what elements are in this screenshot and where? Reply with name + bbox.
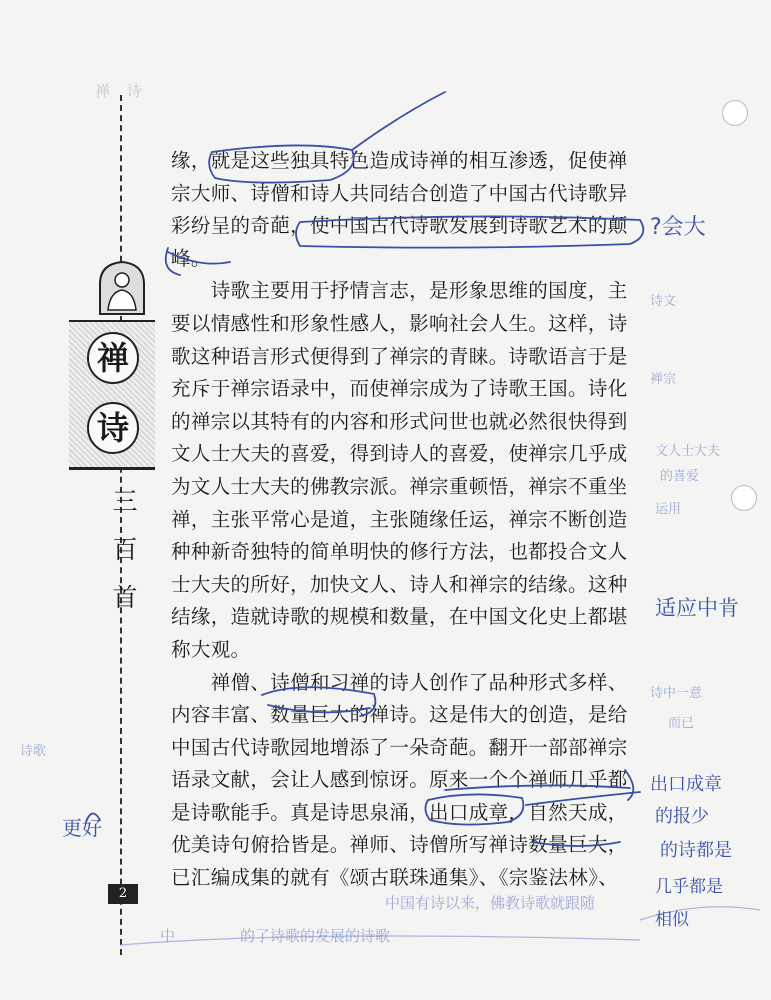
text-line: 峰。 [171, 246, 211, 270]
text-line: 要以情感性和形象性感人，影响社会人生。这样，诗 [171, 311, 628, 335]
subtitle-char: 三 [112, 487, 138, 516]
subtitle-char: 首 [112, 583, 138, 612]
text-line: 诗歌主要用于抒情言志，是形象思维的国度，主 [171, 279, 628, 303]
book-subtitle-vertical [108, 478, 142, 622]
buddha-emblem-icon [96, 258, 148, 316]
annotation-note-4: 几乎都是 [655, 877, 723, 897]
faint-note: 诗文 [650, 294, 677, 309]
faint-note: 中国有诗以来，佛教诗歌就跟随 [385, 894, 596, 912]
text-line: 的禅宗以其特有的内容和形式问世也就必然很快得到 [171, 409, 628, 433]
title-char-shi: 诗 [87, 402, 139, 454]
title-char-chan: 禅 [87, 332, 139, 384]
text-line: 禅僧、诗僧和习禅的诗人创作了品种形式多样、 [171, 670, 628, 694]
text-line: 宗大师、诗僧和诗人共同结合创造了中国古代诗歌异 [171, 181, 628, 205]
faint-note: 诗歌 [20, 744, 47, 759]
text-line: 彩纷呈的奇葩，使中国古代诗歌发展到诗歌艺术的颠 [171, 214, 628, 238]
faded-running-header: 禅 诗 [95, 82, 148, 100]
annotation-question: ?会大 [650, 215, 706, 240]
text-line: 种种新奇独特的简单明快的修行方法，也都投合文人 [171, 540, 628, 564]
text-line: 士大夫的所好，加快文人、诗人和禅宗的结缘。这种 [171, 572, 628, 596]
faint-note: 文人士大夫 [655, 444, 721, 459]
faint-note: 诗中一意 [650, 686, 703, 701]
subtitle-char: 百 [112, 535, 138, 564]
text-line: 中国古代诗歌园地增添了一朵奇葩。翻开一部部禅宗 [171, 735, 628, 759]
annotation-note-1: 出口成章 [650, 774, 722, 795]
text-line: 禅，主张平常心是道，主张随缘任运，禅宗不断创造 [171, 507, 628, 531]
text-line: 歌这种语言形式便得到了禅宗的青睐。诗歌语言于是 [171, 344, 628, 368]
text-line: 称大观。 [171, 637, 251, 661]
text-line: 内容丰富、数量巨大的禅诗。这是伟大的创造，是给 [171, 703, 628, 727]
annotation-right-margin: 适应中肯 [655, 596, 739, 620]
text-line: 为文人士大夫的佛教宗派。禅宗重顿悟，禅宗不重坐 [171, 474, 628, 498]
punch-hole-top [722, 100, 748, 126]
faint-note: 运用 [655, 502, 682, 517]
text-line: 缘，就是这些独具特色造成诗禅的相互渗透，促使禅 [171, 149, 628, 172]
text-line: 充斥于禅宗语录中，而使禅宗成为了诗歌王国。诗化 [171, 377, 628, 401]
body-text [171, 145, 626, 895]
text-line: 结缘，造就诗歌的规模和数量，在中国文化史上都堪 [171, 605, 628, 629]
text-line: 是诗歌能手。真是诗思泉涌，出口成章，自然天成， [171, 800, 628, 824]
annotation-note-3: 的诗都是 [660, 840, 732, 861]
annotation-note-5: 相似 [655, 910, 689, 930]
punch-hole-middle [731, 485, 757, 511]
book-title-panel [69, 320, 155, 470]
ink-arrow-1 [352, 92, 445, 150]
text-line: 文人士大夫的喜爱，得到诗人的喜爱，使禅宗几乎成 [171, 442, 628, 466]
text-line: 已汇编成集的就有《颂古联珠通集》、《宗鉴法林》、 [171, 866, 619, 890]
text-line: 语录文献，会让人感到惊讶。原来一个个禅师几乎都 [171, 768, 628, 792]
text-line: 优美诗句俯拾皆是。禅师、诗僧所写禅诗数量巨大， [171, 833, 628, 857]
faint-note: 禅宗 [650, 372, 677, 387]
faint-note: 中 [160, 927, 176, 945]
faint-note: 的喜爱 [660, 469, 700, 484]
faint-note: 而已 [668, 716, 695, 731]
page-number: 2 [108, 884, 138, 904]
annotation-note-2: 的报少 [655, 806, 709, 827]
annotation-left-margin: 更好 [62, 816, 102, 840]
faint-note: 的了诗歌的发展的诗歌 [240, 927, 391, 945]
